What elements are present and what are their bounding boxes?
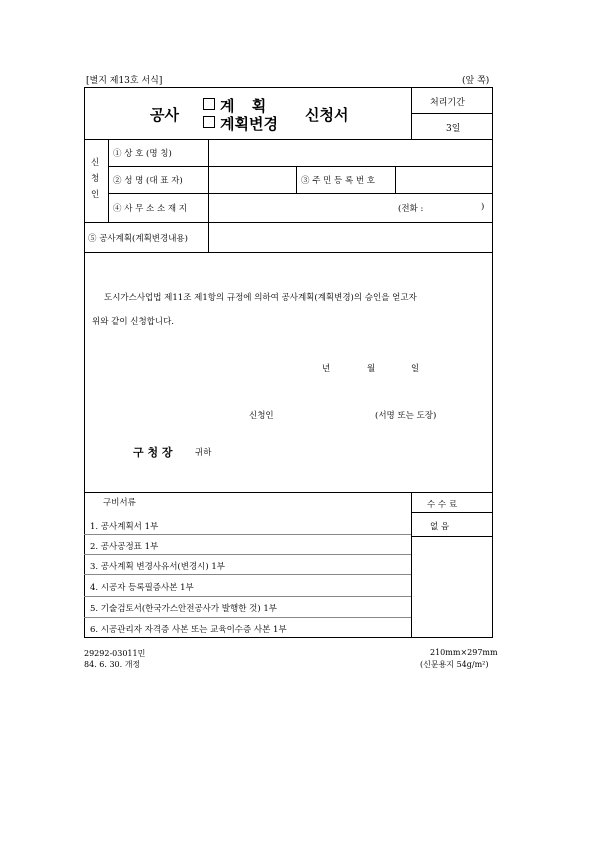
applicant-side-label-1: 신 — [91, 158, 100, 168]
signature-hint: (서명 또는 도장) — [375, 411, 437, 421]
document-item: 2. 공사공정표 1부 — [90, 542, 159, 552]
date-day: 일 — [411, 364, 420, 374]
trade-name-label: ① 상 호 (명 칭) — [113, 149, 172, 159]
document-item: 5. 기술검토서(한국가스안전공사가 발행한 것) 1부 — [90, 604, 277, 614]
applicant-sign-label: 신청인 — [249, 411, 274, 421]
resident-number-label: ③ 주 민 등 록 번 호 — [301, 176, 375, 186]
paper-size: 210mm×297mm — [430, 648, 498, 657]
recipient-honorific: 귀하 — [195, 448, 212, 458]
application-statement-cont: 위와 같이 신청합니다. — [92, 317, 175, 327]
document-item: 6. 시공관리자 자격증 사본 또는 교육이수증 사본 1부 — [90, 625, 287, 635]
form-code: 29292-03011민 — [84, 649, 146, 658]
office-address-label: ④ 사 무 소 소 재 지 — [113, 204, 187, 214]
representative-name-field[interactable] — [209, 167, 295, 192]
applicant-side-label-2: 청 — [91, 174, 100, 184]
form-number: [별지 제13호 서식] — [86, 76, 163, 86]
documents-title: 구비서류 — [103, 498, 136, 508]
title-option-plan-change: 계획변경 — [220, 115, 278, 133]
phone-label: (전화 : — [398, 204, 424, 214]
resident-number-field[interactable] — [396, 167, 492, 192]
document-item: 4. 시공자 등록필증사본 1부 — [90, 583, 194, 593]
document-item: 1. 공사계획서 1부 — [90, 522, 159, 532]
title-suffix: 신청서 — [305, 106, 349, 124]
plan-content-field[interactable] — [209, 223, 492, 251]
page-side-label: (앞 쪽) — [462, 76, 490, 86]
recipient: 구 청 장 — [133, 446, 173, 459]
document-item: 3. 공사계획 변경사유서(변경시) 1부 — [90, 562, 226, 572]
processing-period-value: 3일 — [446, 124, 461, 134]
representative-name-label: ② 성 명 (대 표 자) — [113, 176, 183, 186]
application-statement: 도시가스사업법 제11조 제1항의 규정에 의하여 공사계획(계획변경)의 승인을 얻고자 — [104, 293, 417, 303]
phone-close: ) — [481, 202, 485, 212]
plan-change-checkbox[interactable] — [203, 116, 215, 128]
title-option-plan: 계 획 — [220, 97, 273, 115]
processing-period-label: 처리기간 — [430, 98, 465, 108]
plan-content-label: ⑤ 공사계획(계획변경내용) — [88, 234, 188, 244]
fee-value: 없 음 — [430, 522, 450, 532]
paper-type: (신문용지 54g/m²) — [420, 660, 489, 669]
office-address-field[interactable] — [209, 194, 492, 221]
fee-label: 수 수 료 — [427, 500, 458, 510]
plan-checkbox[interactable] — [203, 98, 215, 110]
revision-date: 84. 6. 30. 개정 — [84, 660, 141, 669]
applicant-side-label-3: 인 — [91, 190, 100, 200]
date-month: 월 — [367, 364, 376, 374]
trade-name-field[interactable] — [209, 140, 492, 165]
date-year: 년 — [322, 364, 331, 374]
title-prefix: 공사 — [150, 106, 179, 124]
